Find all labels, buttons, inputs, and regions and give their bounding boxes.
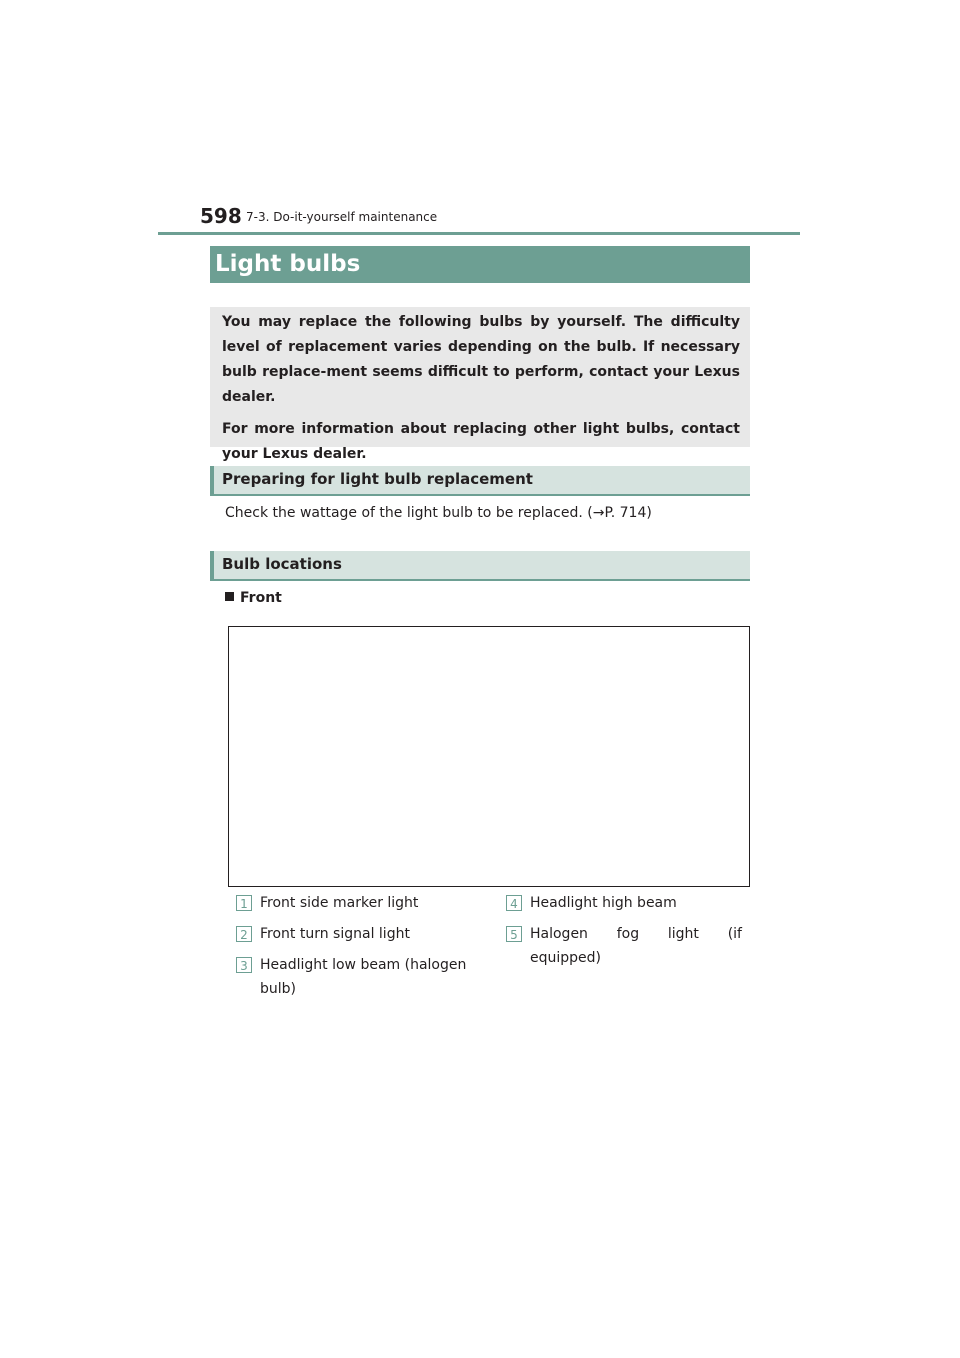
bulb-location-figure [228,626,750,887]
square-bullet-icon [225,592,234,601]
page-number: 598 [200,204,242,228]
legend-item-1: Front side marker light [260,895,419,911]
callout-number-5: 5 [506,926,522,942]
page-title: Light bulbs [210,246,750,283]
chapter-title: 7-3. Do-it-yourself maintenance [246,210,438,224]
legend-item-4: Headlight high beam [530,895,677,911]
legend-item-5: Halogen fog light (if equipped) [530,926,742,966]
section-heading-bulb-locations: Bulb locations [210,551,750,581]
callout-number-2: 2 [236,926,252,942]
front-subheading [225,590,282,606]
legend-item-2: Front turn signal light [260,926,410,942]
header-divider [158,232,800,235]
intro-box [210,307,750,462]
legend-item-3: Headlight low beam (halogen bulb) [260,957,467,997]
intro-paragraph-2: For more information about replacing other light bulbs, contact your Lexus dealer. [222,421,740,462]
preparing-text: Check the wattage of the light bulb to be replaced. (→P. 714) [225,505,652,521]
callout-number-3: 3 [236,957,252,973]
callout-number-4: 4 [506,895,522,911]
intro-paragraph-1: You may replace the following bulbs by yourself. The difficulty level of replacement varies depending on the bulb. If necessary bulb replace-ment seems difficult to perform, contact your Lexus dealer. [222,314,740,405]
front-subheading-label: Front [240,590,282,606]
callout-number-1: 1 [236,895,252,911]
section-heading-preparing: Preparing for light bulb replacement [210,466,750,496]
